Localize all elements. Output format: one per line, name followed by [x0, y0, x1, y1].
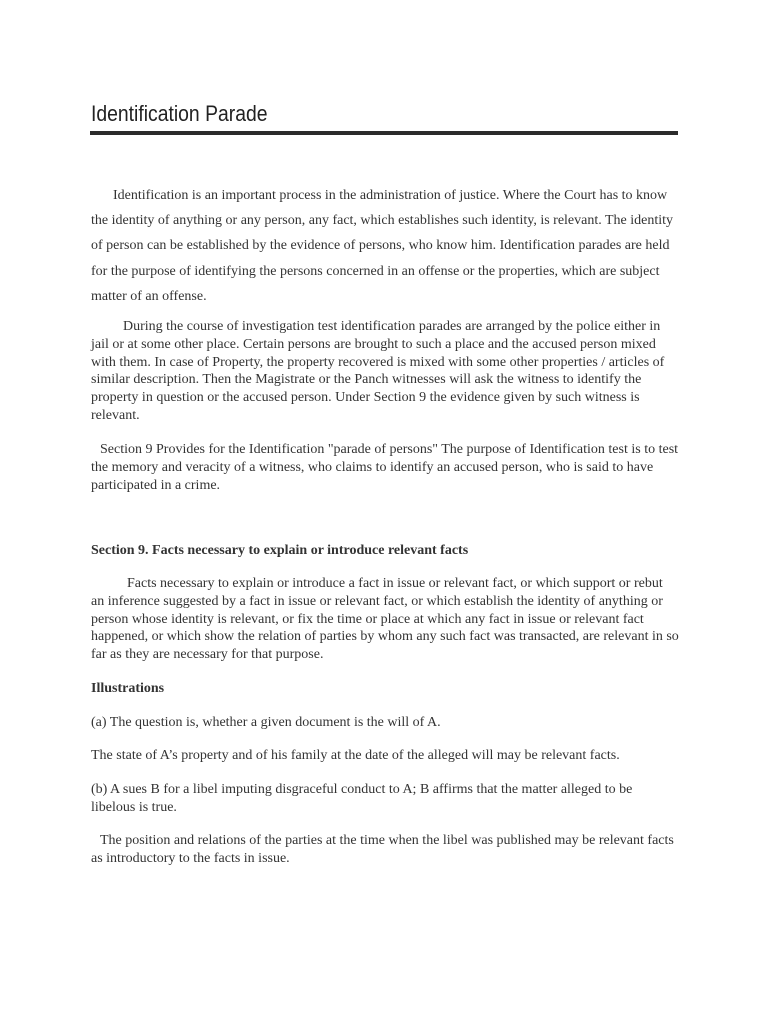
illustrations-heading: Illustrations — [91, 681, 165, 696]
investigation-paragraph: During the course of investigation test identification parades are arranged by the police either in jail or at some other place. Certain persons are brought to such a place and the accused person mixed with them. In case of Property, the property recovered is mixed with some other properties / articles of similar description. Then the Magistrate or the Panch witnesses will ask the witness to identify the property in question or the accused person. Under Section 9 the evidence given by such witness is relevant. — [91, 319, 665, 423]
page-title: Identification Parade — [91, 101, 268, 126]
section9-purpose-paragraph: Section 9 Provides for the Identification "parade of persons" The purpose of Identification test is to test the memory and veracity of a witness, who claims to identify an accused person, who is said to have participated in a crime. — [91, 442, 679, 493]
illustration-a-question: (a) The question is, whether a given document is the will of A. — [91, 715, 441, 730]
section-heading: Section 9. Facts necessary to explain or introduce relevant facts — [91, 543, 469, 558]
title-divider — [90, 131, 678, 135]
intro-paragraph: Identification is an important process in the administration of justice. Where the Court has to know the identity of anything or any person, any fact, which establishes such identity, is relevant. The identity of person can be established by the evidence of persons, who know him. Identification parades are held for the purpose of identifying the persons concerned in an offense or the properties, which are subject matter of an offense. — [91, 188, 674, 304]
section-text-paragraph: Facts necessary to explain or introduce a fact in issue or relevant fact, or which support or rebut an inference suggested by a fact in issue or relevant fact, or which establish the identity of anything or person whose identity is relevant, or fix the time or place at which any fact in issue or relevant fact happened, or which show the relation of parties by whom any such fact was transacted, are relevant in so far as they are necessary for that purpose. — [91, 576, 679, 663]
illustration-a-answer: The state of A’s property and of his family at the date of the alleged will may be relevant facts. — [91, 748, 620, 763]
illustration-b-answer: The position and relations of the parties at the time when the libel was published may be relevant facts as introductory to the facts in issue. — [91, 833, 674, 866]
illustration-b-question: (b) A sues B for a libel imputing disgraceful conduct to A; B affirms that the matter alleged to be libelous is true. — [91, 782, 633, 815]
